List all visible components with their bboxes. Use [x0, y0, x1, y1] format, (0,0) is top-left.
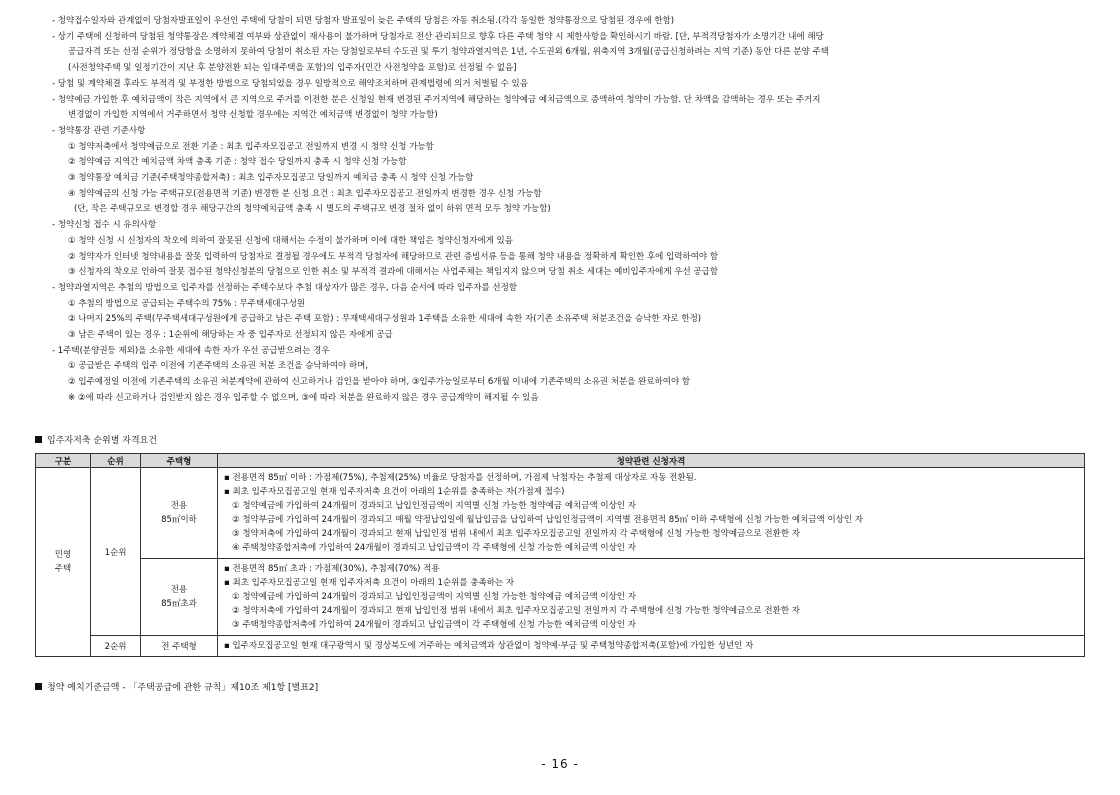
- note-line: - 청약통장 관련 기준사항: [52, 125, 146, 136]
- note-line: ② 입주예정일 이전에 기존주택의 소유권 처분계약에 관하여 신고하거나 검인을 받아야 하며, ③입주가능일로부터 6개월 이내에 기존주택의 소유권 처분을 완료하여야 함: [68, 377, 691, 388]
- type-cell-a: 전용 85㎡이하: [141, 468, 218, 559]
- qualification-table: [35, 453, 1085, 657]
- note-line: ③ 신청자의 착오로 인하여 잘못 접수된 청약신청분의 당첨으로 인한 취소 및 부적격 결과에 대해서는 사업주체는 책임지지 않으며 당첨 취소 세대는 예비입주자에게 우선 공급함: [68, 267, 719, 278]
- criteria-line: ▪ 최초 입주자모집공고일 현재 입주자저축 요건이 아래의 1순위를 충족하는 자: [224, 578, 515, 588]
- criteria-line: ② 청약저축에 가입하여 24개월이 경과되고 현재 납입인정 범위 내에서 최초 입주자모집공고일 전일까지 각 주택형에 신청 가능한 청약예금으로 전환한 자: [232, 606, 800, 616]
- criteria-line: ① 청약예금에 가입하여 24개월이 경과되고 납입인정금액이 지역별 신청 가능한 청약예금 예치금액 이상인 자: [232, 592, 636, 602]
- note-line: - 1주택(분양권등 제외)을 소유한 세대에 속한 자가 우선 공급받으려는 경우: [52, 345, 330, 356]
- note-line: ② 청약자가 인터넷 청약내용을 잘못 입력하여 당첨자로 결정될 경우에도 부적격 당첨자에 해당하므로 관련 증빙서류 등을 통해 청약 내용을 정확하게 확인한 후에 입력하여야 함: [68, 251, 719, 262]
- category-cell: 민영 주택: [36, 468, 91, 657]
- note-line: (사전청약주택 및 일정기간이 지난 후 분양전환 되는 임대주택을 포함)의 입주자(민간 사전청약을 포함)로 선정될 수 없음]: [68, 63, 517, 74]
- square-bullet-icon: [35, 683, 42, 690]
- rank-cell-2: 2순위: [91, 636, 141, 657]
- note-line: - 청약과열지역은 추첨의 방법으로 입주자를 선정하는 주택수보다 추첨 대상자가 많은 경우, 다음 순서에 따라 입주자를 선정함: [52, 282, 518, 293]
- criteria-cell-a: [218, 468, 1085, 559]
- table-row: [36, 559, 1085, 636]
- note-line: ① 공급받은 주택의 입주 이전에 기존주택의 소유권 처분 조건을 승낙하여야 하며,: [68, 361, 369, 372]
- type-cell-all: 전 주택형: [141, 636, 218, 657]
- note-line: - 청약접수일자와 관계없이 당첨자발표일이 우선인 주택에 당첨이 되면 당첨자 발표일이 늦은 주택의 당첨은 자동 취소됨.(각각 동일한 청약통장으로 당첨된 경우에 한함): [52, 16, 675, 26]
- note-line: - 청약예금 가입한 후 예치금액이 작은 지역에서 큰 지역으로 주거를 이전한 분은 신청일 현재 변경된 주거지역에 해당하는 청약예금 예치금액으로 증액하여 청약이 가능함. 단 차액을 감액하는 경우 또는 주거지: [52, 94, 821, 105]
- section-title-deposit: 청약 예치기준금액 - 「주택공급에 관한 규칙」제10조 제1항 [별표2]: [35, 680, 318, 693]
- criteria-line: ▪ 최초 입주자모집공고일 현재 입주자저축 요건이 아래의 1순위를 충족하는 자(가점제 접수): [224, 487, 565, 497]
- notes-list: [52, 14, 1092, 407]
- header-rank: 순위: [91, 454, 141, 468]
- note-line: ③ 남은 주택이 있는 경우 : 1순위에 해당하는 자 중 입주자로 선정되지 않은 자에게 공급: [68, 330, 393, 341]
- page-number: - 16 -: [541, 757, 579, 771]
- note-line: 공급자격 또는 선정 순위가 정당함을 소명하지 못하여 당첨이 취소된 자는 당첨일로부터 수도권 및 투기 청약과열지역은 1년, 수도권외 6개월, 위축지역 3개월(공급신청하려는 지역 기준) 동안 다른 분양 주택: [68, 47, 829, 58]
- note-line: ① 추첨의 방법으로 공급되는 주택수의 75% : 무주택세대구성원: [68, 298, 306, 309]
- note-line: ③ 청약통장 예치금 기준(주택청약종합저축) : 최초 입주자모집공고 당일까지 예치금 충족 시 청약 신청 가능함: [68, 173, 474, 184]
- type-cell-b: 전용 85㎡초과: [141, 559, 218, 636]
- note-line: ② 나머지 25%의 주택(무주택세대구성원에게 공급하고 남은 주택 포함) : 무재택세대구성원과 1주택을 소유한 세대에 속한 자(기존 소유주택 처분조건을 승낙한 자로 한정): [68, 314, 702, 325]
- note-line: 변경없이 가입한 지역에서 거주하면서 청약 신청할 경우에는 지역간 예치금액 변경없이 청약 가능함): [68, 110, 438, 121]
- criteria-line: ③ 주택청약종합저축에 가입하여 24개월이 경과되고 납입금액이 각 주택형에 신청 가능한 예치금액 이상인 자: [232, 620, 636, 630]
- square-bullet-icon: [35, 436, 42, 443]
- note-line: (단, 작은 주택규모로 변경할 경우 해당구간의 청약예치금액 충족 시 별도의 주택규모 변경 절차 없이 하위 면적 모두 청약 가능함): [74, 204, 551, 215]
- header-category: 구분: [36, 454, 91, 468]
- criteria-line: ▪ 입주자모집공고일 현재 대구광역시 및 경상북도에 거주하는 예치금액과 상관없이 청약예·부금 및 주택청약종합저축(포함)에 가입한 성년인 자: [224, 641, 754, 651]
- note-line: ④ 청약예금의 신청 가능 주택규모(전용면적 기준) 변경한 분 신청 요건 : 최초 입주자모집공고 전일까지 변경한 경우 신청 가능함: [68, 188, 542, 199]
- criteria-line: ③ 청약저축에 가입하여 24개월이 경과되고 현재 납입인정 범위 내에서 최초 입주자모집공고일 전일까지 각 주택형에 신청 가능한 청약예금으로 전환한 자: [232, 529, 800, 539]
- note-line: - 상기 주택에 신청하여 당첨된 청약통장은 계약체결 여부와 상관없이 재사용이 불가하며 당첨자로 전산 관리되므로 향후 다른 주택 청약 시 제한사항을 확인하시기 바람. [단, 부적격당첨자가 소명기간 내에 해당: [52, 31, 824, 42]
- criteria-line: ② 청약부금에 가입하여 24개월이 경과되고 매월 약정납입일에 월납입금을 납입하여 납입인정금액이 지역별 전용면적 85㎡ 이하 주택형에 신청 가능한 예치금액 이상인 자: [232, 515, 864, 525]
- header-housing-type: 주택형: [141, 454, 218, 468]
- criteria-line: ④ 주택청약종합저축에 가입하여 24개월이 경과되고 납입금액이 각 주택형에 신청 가능한 예치금액 이상인 자: [232, 543, 636, 553]
- note-line: - 당첨 및 계약체결 후라도 부적격 및 부정한 방법으로 당첨되었을 경우 일방적으로 해약조치하며 관계법령에 의거 처벌될 수 있음: [52, 78, 528, 89]
- note-line: ② 청약예금 지역간 예치금액 차액 충족 기준 : 청약 접수 당일까지 충족 시 청약 신청 가능함: [68, 157, 407, 168]
- note-line: ① 청약 신청 시 신청자의 착오에 의하여 잘못된 신청에 대해서는 수정이 불가하며 이에 대한 책임은 청약신청자에게 있음: [68, 235, 513, 246]
- header-criteria: 청약관련 신청자격: [218, 454, 1085, 468]
- criteria-cell-c: [218, 636, 1085, 657]
- note-line: ① 청약저축에서 청약예금으로 전환 기준 : 최초 입주자모집공고 전일까지 변경 시 청약 신청 가능함: [68, 141, 434, 152]
- table-row: [36, 468, 1085, 559]
- note-line: ※ ②에 따라 신고하거나 검인받지 않은 경우 입주할 수 없으며, ③에 따라 처분을 완료하지 않은 경우 공급계약이 해지될 수 있음: [68, 392, 539, 403]
- criteria-cell-b: [218, 559, 1085, 636]
- section-title-qualifications: 입주자저축 순위별 자격요건: [35, 433, 157, 446]
- criteria-line: ① 청약예금에 가입하여 24개월이 경과되고 납입인정금액이 지역별 신청 가능한 청약예금 예치금액 이상인 자: [232, 501, 636, 511]
- table-row: [36, 636, 1085, 657]
- criteria-line: ▪ 전용면적 85㎡ 초과 : 가점제(30%), 추첨제(70%) 적용: [224, 564, 440, 574]
- rank-cell-1: 1순위: [91, 468, 141, 636]
- criteria-line: ▪ 전용면적 85㎡ 이하 : 가점제(75%), 추첨제(25%) 비율로 당첨자를 선정하며, 가점제 낙첨자는 추첨제 대상자로 자동 전환됨.: [224, 473, 697, 483]
- table-header-row: [36, 454, 1085, 468]
- note-line: - 청약신청 접수 시 유의사항: [52, 220, 157, 231]
